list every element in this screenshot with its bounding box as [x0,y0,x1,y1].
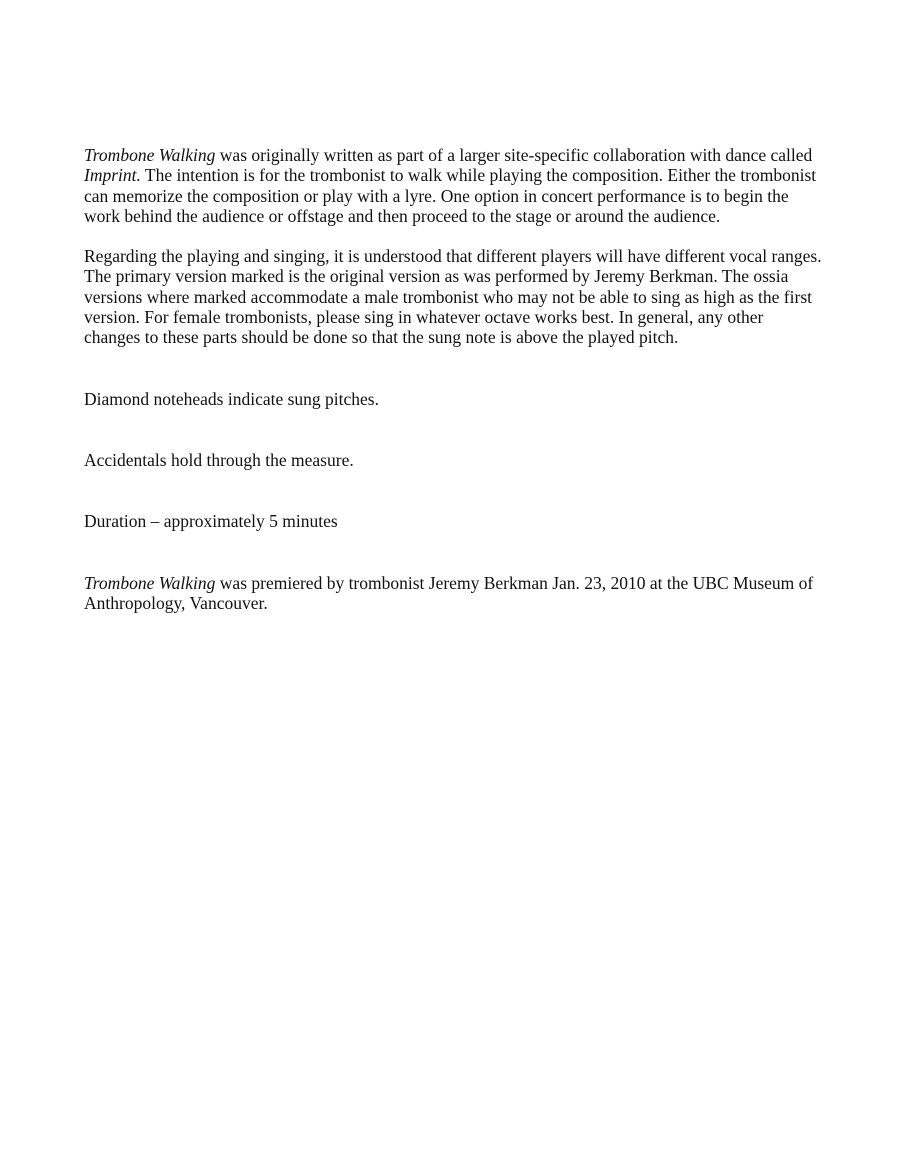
work-title: Trombone Walking [84,145,216,165]
premiere-text: was premiered by trombonist Jeremy Berkman Jan. 23, 2010 at the UBC Museum of Anthropology, Vancouver. [84,572,814,613]
paragraph-singing: Regarding the playing and singing, it is understood that different players will have different vocal ranges. The primary version marked is the original version as was performed by Jeremy Berkman. The ossia versions where marked accommodate a male trombonist who may not be able to sing as high as the first version. For female trombonists, please sing in whatever octave works best. In general, any other changes to these parts should be done so that the sung note is above the played pitch. [84,246,822,348]
paragraph-accidentals: Accidentals hold through the measure. [84,449,354,470]
paragraph-origin [84,145,824,226]
origin-text-a: was originally written as part of a larger site-specific collaboration with dance called [215,145,813,165]
program-notes-page [84,145,824,613]
paragraph-noteheads: Diamond noteheads indicate sung pitches. [84,388,379,409]
paragraph-premiere [84,573,824,614]
paragraph-duration: Duration – approximately 5 minutes [84,511,338,532]
work-title: Trombone Walking [84,572,216,593]
imprint-title: Imprint. [84,165,141,186]
origin-text-b: The intention is for the trombonist to walk while playing the composition. Either the trombonist can memorize the composition or play with a lyre. One option in concert performance is to begin the work behind the audience or offstage and then proceed to the stage or around the audience. [84,165,817,226]
